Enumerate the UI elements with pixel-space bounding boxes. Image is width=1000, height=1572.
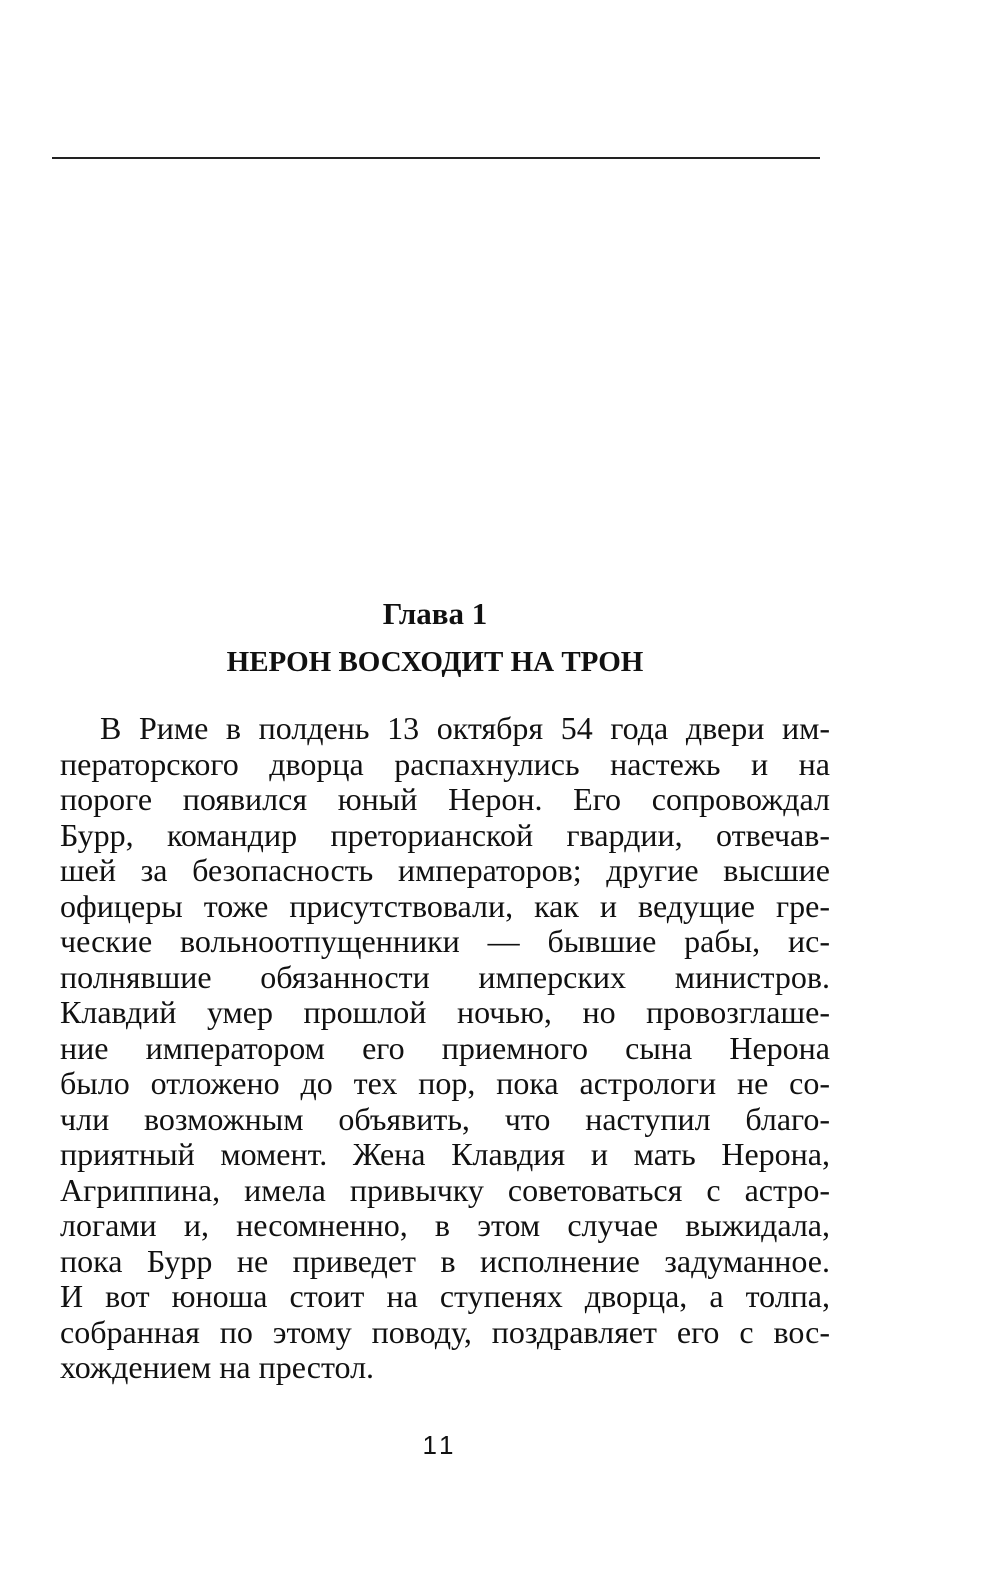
text-line: собранная по этому поводу, поздравляет его с вос- [60,1313,830,1350]
text-line: пока Бурр не приведет в исполнение задуманное. [60,1242,830,1279]
text-line: было отложено до тех пор, пока астрологи не со- [60,1065,830,1101]
text-line: ческие вольноотпущенники — бывшие рабы, ис- [60,923,830,959]
text-line: Клавдий умер прошлой ночью, но провозглаше- [60,994,830,1030]
text-line: И вот юноша стоит на ступенях дворца, а толпа, [60,1278,830,1314]
text-line: приятный момент. Жена Клавдия и мать Нерона, [60,1136,830,1172]
text-line: Бурр, командир преторианской гвардии, отвечав- [60,816,830,853]
chapter-title: НЕРОН ВОСХОДИТ НА ТРОН [226,646,644,678]
body-paragraph [60,711,830,1386]
text-line: логами и, несомненно, в этом случае выжидала, [60,1207,830,1243]
page-number: 11 [422,1430,458,1460]
header-rule [52,157,820,159]
chapter-label: Глава 1 [382,596,488,631]
text-line: чли возможным объявить, что наступил благо- [60,1100,830,1137]
text-line: полнявшие обязанности имперских министров. [60,958,830,995]
text-line: шей за безопасность императоров; другие высшие [60,852,830,888]
text-line: хождением на престол. [60,1349,375,1385]
text-line: ператорского дворца распахнулись настежь и на [60,745,830,782]
text-line: ние императором его приемного сына Нерона [60,1029,830,1066]
text-line: Агриппина, имела привычку советоваться с астро- [60,1171,830,1208]
text-line: офицеры тоже присутствовали, как и ведущие гре- [60,887,830,924]
text-line: В Риме в полдень 13 октября 54 года двери им- [100,710,830,746]
text-line: пороге появился юный Нерон. Его сопровождал [60,781,830,817]
